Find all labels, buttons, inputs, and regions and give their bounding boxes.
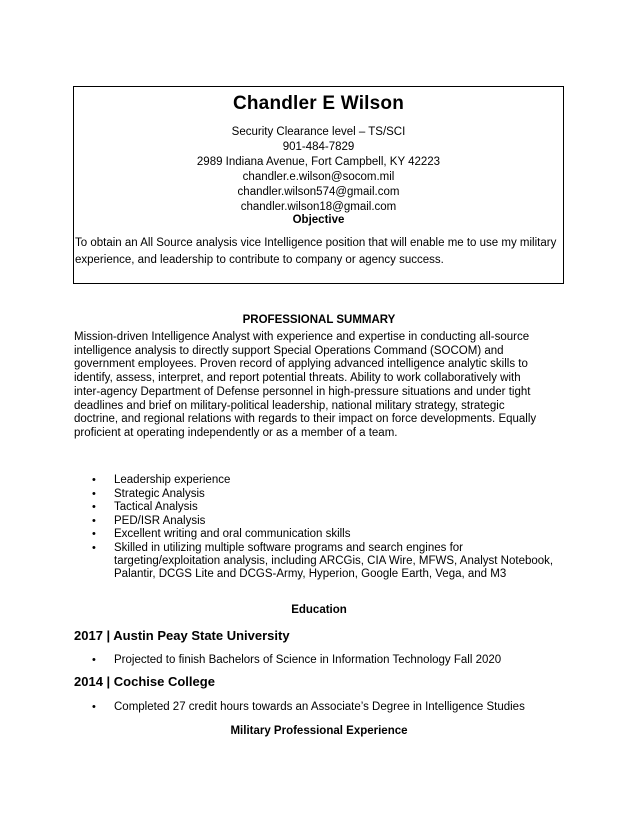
bullet-icon: •: [92, 487, 96, 500]
email-line-3: chandler.wilson18@gmail.com: [240, 201, 397, 213]
bullet-icon: •: [92, 541, 96, 554]
list-item: [74, 501, 554, 514]
skill-text: Tactical Analysis: [114, 501, 198, 513]
education-detail: Projected to finish Bachelors of Science in Information Technology Fall 2020: [114, 654, 502, 666]
education-entry-heading: 2017 | Austin Peay State University: [74, 628, 290, 643]
objective-text: To obtain an All Source analysis vice Intelligence position that will enable me to use my military experience, and leadership to contribute to company or agency success.: [75, 237, 557, 266]
bullet-icon: •: [92, 654, 96, 666]
list-item: [74, 474, 554, 487]
objective-heading: Objective: [292, 214, 345, 226]
list-item: [74, 542, 554, 581]
address-line: 2989 Indiana Avenue, Fort Campbell, KY 42223: [196, 156, 441, 168]
clearance-line: Security Clearance level – TS/SCI: [231, 126, 406, 138]
phone-line: 901-484-7829: [282, 141, 355, 153]
list-item: [74, 488, 554, 501]
skill-text: Strategic Analysis: [114, 487, 205, 500]
bullet-icon: •: [92, 701, 96, 713]
candidate-name: Chandler E Wilson: [232, 93, 405, 114]
education-detail: Completed 27 credit hours towards an Associate’s Degree in Intelligence Studies: [114, 701, 525, 713]
skill-text: PED/ISR Analysis: [114, 514, 206, 527]
email-line-1: chandler.e.wilson@socom.mil: [242, 171, 395, 183]
list-item: [74, 528, 554, 541]
skill-text: Excellent writing and oral communication skills: [114, 528, 351, 540]
education-entry-heading: 2014 | Cochise College: [74, 674, 215, 689]
bullet-icon: •: [92, 474, 96, 486]
header-box: [73, 86, 564, 284]
skill-text: Skilled in utilizing multiple software programs and search engines for targeting/exploitation analysis, including ARCGis, CIA Wire, MFWS, Analyst Notebook, Palantir, DCGS Lite and DCGS-Army, Hyperion, Google Earth, Vega, and M3: [114, 541, 554, 580]
summary-text: Mission-driven Intelligence Analyst with experience and expertise in conducting all-source intelligence analysis to directly support Special Operations Command (SOCOM) and government employees. Proven record of applying advanced intelligence analytic skills to identify, assess, interpret, and report potential threats. Ability to work collaboratively with inter-agency Department of Defense personnel in high-pressure situations and under tight deadlines and brief on military-political leadership, national military strategy, strategic doctrine, and regional relations with regards to their impact on force developments. Equally proficient at operating independently or as a member of a team.: [74, 331, 537, 439]
skills-list: [74, 474, 554, 581]
bullet-icon: •: [92, 501, 96, 513]
bullet-icon: •: [92, 514, 96, 527]
summary-heading: PROFESSIONAL SUMMARY: [242, 314, 396, 326]
email-line-2: chandler.wilson574@gmail.com: [237, 186, 400, 198]
list-item: [74, 654, 554, 667]
education-detail-list: [74, 654, 554, 668]
list-item: [74, 701, 554, 714]
skill-text: Leadership experience: [114, 474, 231, 486]
education-heading: Education: [291, 604, 347, 616]
experience-heading: Military Professional Experience: [230, 725, 408, 737]
education-detail-list: [74, 701, 554, 715]
list-item: [74, 515, 554, 528]
bullet-icon: •: [92, 528, 96, 540]
